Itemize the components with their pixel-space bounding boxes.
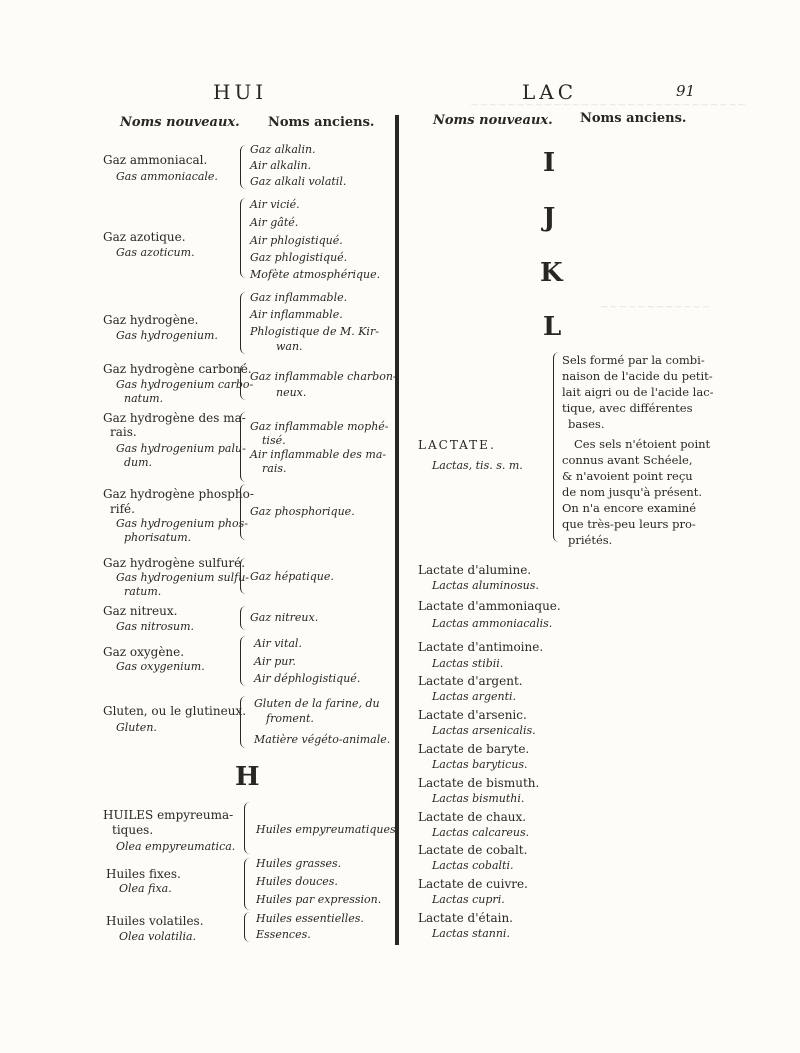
entry-la: Olea fixa. [119,882,172,895]
bleed-through-text: ~~~~~~~~~~~~~~~~~~~~~~~~~~~~~~ [470,98,747,111]
old-name: Gaz inflammable charbon- [250,370,397,383]
old-name: Gaz phlogistiqué. [250,251,348,264]
entry-la: Gas hydrogenium sulfu- [116,571,249,584]
section-letter-k: K [540,258,563,288]
old-name: Gaz alkalin. [250,143,316,156]
brace [240,292,248,354]
entry-fr: Gaz oxygène. [103,645,185,659]
entry-la: Gas oxygenium. [116,660,205,673]
brace [244,802,252,854]
entry-la: Gas hydrogenium phos- [116,517,248,530]
old-name: Air phlogistiqué. [250,234,343,247]
note-line: bases. [568,417,605,431]
entry-fr: Gaz ammoniacal. [103,153,208,167]
old-name: Gaz inflammable. [250,291,348,304]
entry-la: Olea empyreumatica. [116,840,236,853]
note-line: tique, avec différentes [562,401,693,415]
brace [553,352,561,542]
salt-fr: Lactate de cuivre. [418,877,528,891]
salt-la: Lactas calcareus. [432,826,530,839]
salt-fr: Lactate de baryte. [418,742,530,756]
note-line: On n'a encore examiné [562,501,697,515]
salt-fr: Lactate de bismuth. [418,776,540,790]
brace [244,858,252,910]
old-name: Mofète atmosphérique. [250,268,381,281]
note-line: lait aigri ou de l'acide lac- [562,385,714,399]
brace [240,412,248,482]
old-name: Gluten de la farine, du [254,697,380,710]
brace [240,636,248,686]
salt-la: Lactas stibii. [432,657,504,670]
page-number: 91 [676,82,696,100]
entry-la: Gas ammoniacale. [116,170,218,183]
note-line: priétés. [568,533,613,547]
salt-fr: Lactate d'étain. [418,911,513,925]
left-head-new: Noms nouveaux. [120,115,240,130]
entry-la: natum. [124,392,164,405]
brace [240,198,248,278]
lactate-note [562,352,722,548]
brace [240,696,248,748]
entry-fr: HUILES empyreuma- [103,808,234,822]
old-name: Essences. [256,928,311,941]
note-line: connus avant Schéele, [562,453,693,467]
salt-fr: Lactate d'arsenic. [418,708,527,722]
entry-la: Gas hydrogenium carbo- [116,378,254,391]
salt-fr: Lactate d'ammoniaque. [418,599,561,613]
old-name: rais. [262,462,287,475]
right-head-old: Noms anciens. [580,111,687,126]
entry-la: Gas nitrosum. [116,620,195,633]
running-head-right: LAC [522,80,578,104]
salt-la: Lactas bismuthi. [432,792,525,805]
brace [240,364,248,400]
entry-fr: Gaz hydrogène. [103,313,199,327]
old-name: Air gâté. [250,216,299,229]
salt-la: Lactas arsenicalis. [432,724,536,737]
salt-la: Lactas stanni. [432,927,510,940]
old-name: Air pur. [254,655,296,668]
old-name: neux. [276,386,307,399]
old-name: wan. [276,340,303,353]
salt-la: Lactas aluminosus. [432,579,539,592]
brace [240,145,248,189]
entry-la: Olea volatilia. [119,930,197,943]
entry-fr: Gaz hydrogène sulfuré. [103,556,246,570]
entry-la: ratum. [124,585,162,598]
section-letter-l: L [543,312,562,342]
entry-fr: rais. [110,425,137,439]
salt-fr: Lactate de chaux. [418,810,527,824]
entry-fr: Gluten, ou le glutineux. [103,704,247,718]
salt-la: Lactas cupri. [432,893,505,906]
old-name: Huiles douces. [256,875,338,888]
entry-fr: Gaz hydrogène phospho- [103,487,254,501]
entry-la: Gas azoticum. [116,246,195,259]
running-head-left: HUI [213,80,268,104]
old-name: Air inflammable. [250,308,343,321]
old-name: Gaz inflammable mophé- [250,420,389,433]
note-line: de nom jusqu'à présent. [562,485,703,499]
brace [240,558,248,594]
salt-fr: Lactate d'argent. [418,674,523,688]
entry-la: Gluten. [116,721,157,734]
salt-la: Lactas argenti. [432,690,517,703]
old-name: froment. [266,712,314,725]
salt-la: Lactas baryticus. [432,758,528,771]
old-name: Phlogistique de M. Kir- [250,325,379,338]
entry-fr: Gaz nitreux. [103,604,178,618]
brace [244,912,252,942]
note-line: Sels formé par la combi- [562,353,705,367]
bleed-through-text: ~~~~~~~~~~~~ [600,300,711,313]
right-head-new: Noms nouveaux. [433,113,553,128]
entry-la: dum. [124,456,153,469]
salt-fr: Lactate de cobalt. [418,843,528,857]
entry-la: Gas hydrogenium. [116,329,218,342]
old-name: Gaz nitreux. [250,611,319,624]
salt-fr: Lactate d'alumine. [418,563,532,577]
entry-fr: Gaz hydrogène carboné. [103,362,252,376]
old-name: Air inflammable des ma- [250,448,387,461]
note-line: Ces sels n'étoient point [574,437,711,451]
entry-fr: Huiles fixes. [106,867,181,881]
old-name: Huiles par expression. [256,893,382,906]
old-name: Gaz hépatique. [250,570,334,583]
left-head-old: Noms anciens. [268,115,375,130]
old-name: tisé. [262,434,286,447]
old-name: Huiles empyreumatiques. [256,823,400,836]
brace [240,484,248,540]
salt-la: Lactas ammoniacalis. [432,617,553,630]
section-letter-i: I [543,148,556,178]
column-rule [395,115,399,945]
old-name: Air déphlogistiqué. [254,672,361,685]
salt-la: Lactas cobalti. [432,859,514,872]
note-line: naison de l'acide du petit- [562,369,713,383]
lactate-heading: LACTATE. [418,438,496,452]
entry-fr: Huiles volatiles. [106,914,204,928]
entry-fr: rifé. [110,502,135,516]
old-name: Gaz alkali volatil. [250,175,347,188]
section-letter-j: J [543,203,556,233]
entry-fr: Gaz azotique. [103,230,186,244]
old-name: Huiles essentielles. [256,912,364,925]
brace [240,606,248,630]
lactate-latin: Lactas, tis. s. m. [432,459,523,472]
old-name: Huiles grasses. [256,857,342,870]
note-line: & n'avoient point reçu [562,469,693,483]
section-letter-h: H [235,762,260,792]
old-name: Air vital. [254,637,302,650]
entry-fr: tiques. [112,823,154,837]
old-name: Gaz phosphorique. [250,505,355,518]
note-line: que très-peu leurs pro- [562,517,696,531]
old-name: Matière végéto-animale. [254,733,391,746]
salt-fr: Lactate d'antimoine. [418,640,544,654]
entry-fr: Gaz hydrogène des ma- [103,411,246,425]
entry-la: phorisatum. [124,531,192,544]
old-name: Air alkalin. [250,159,312,172]
entry-la: Gas hydrogenium palu- [116,442,246,455]
old-name: Air vicié. [250,198,300,211]
